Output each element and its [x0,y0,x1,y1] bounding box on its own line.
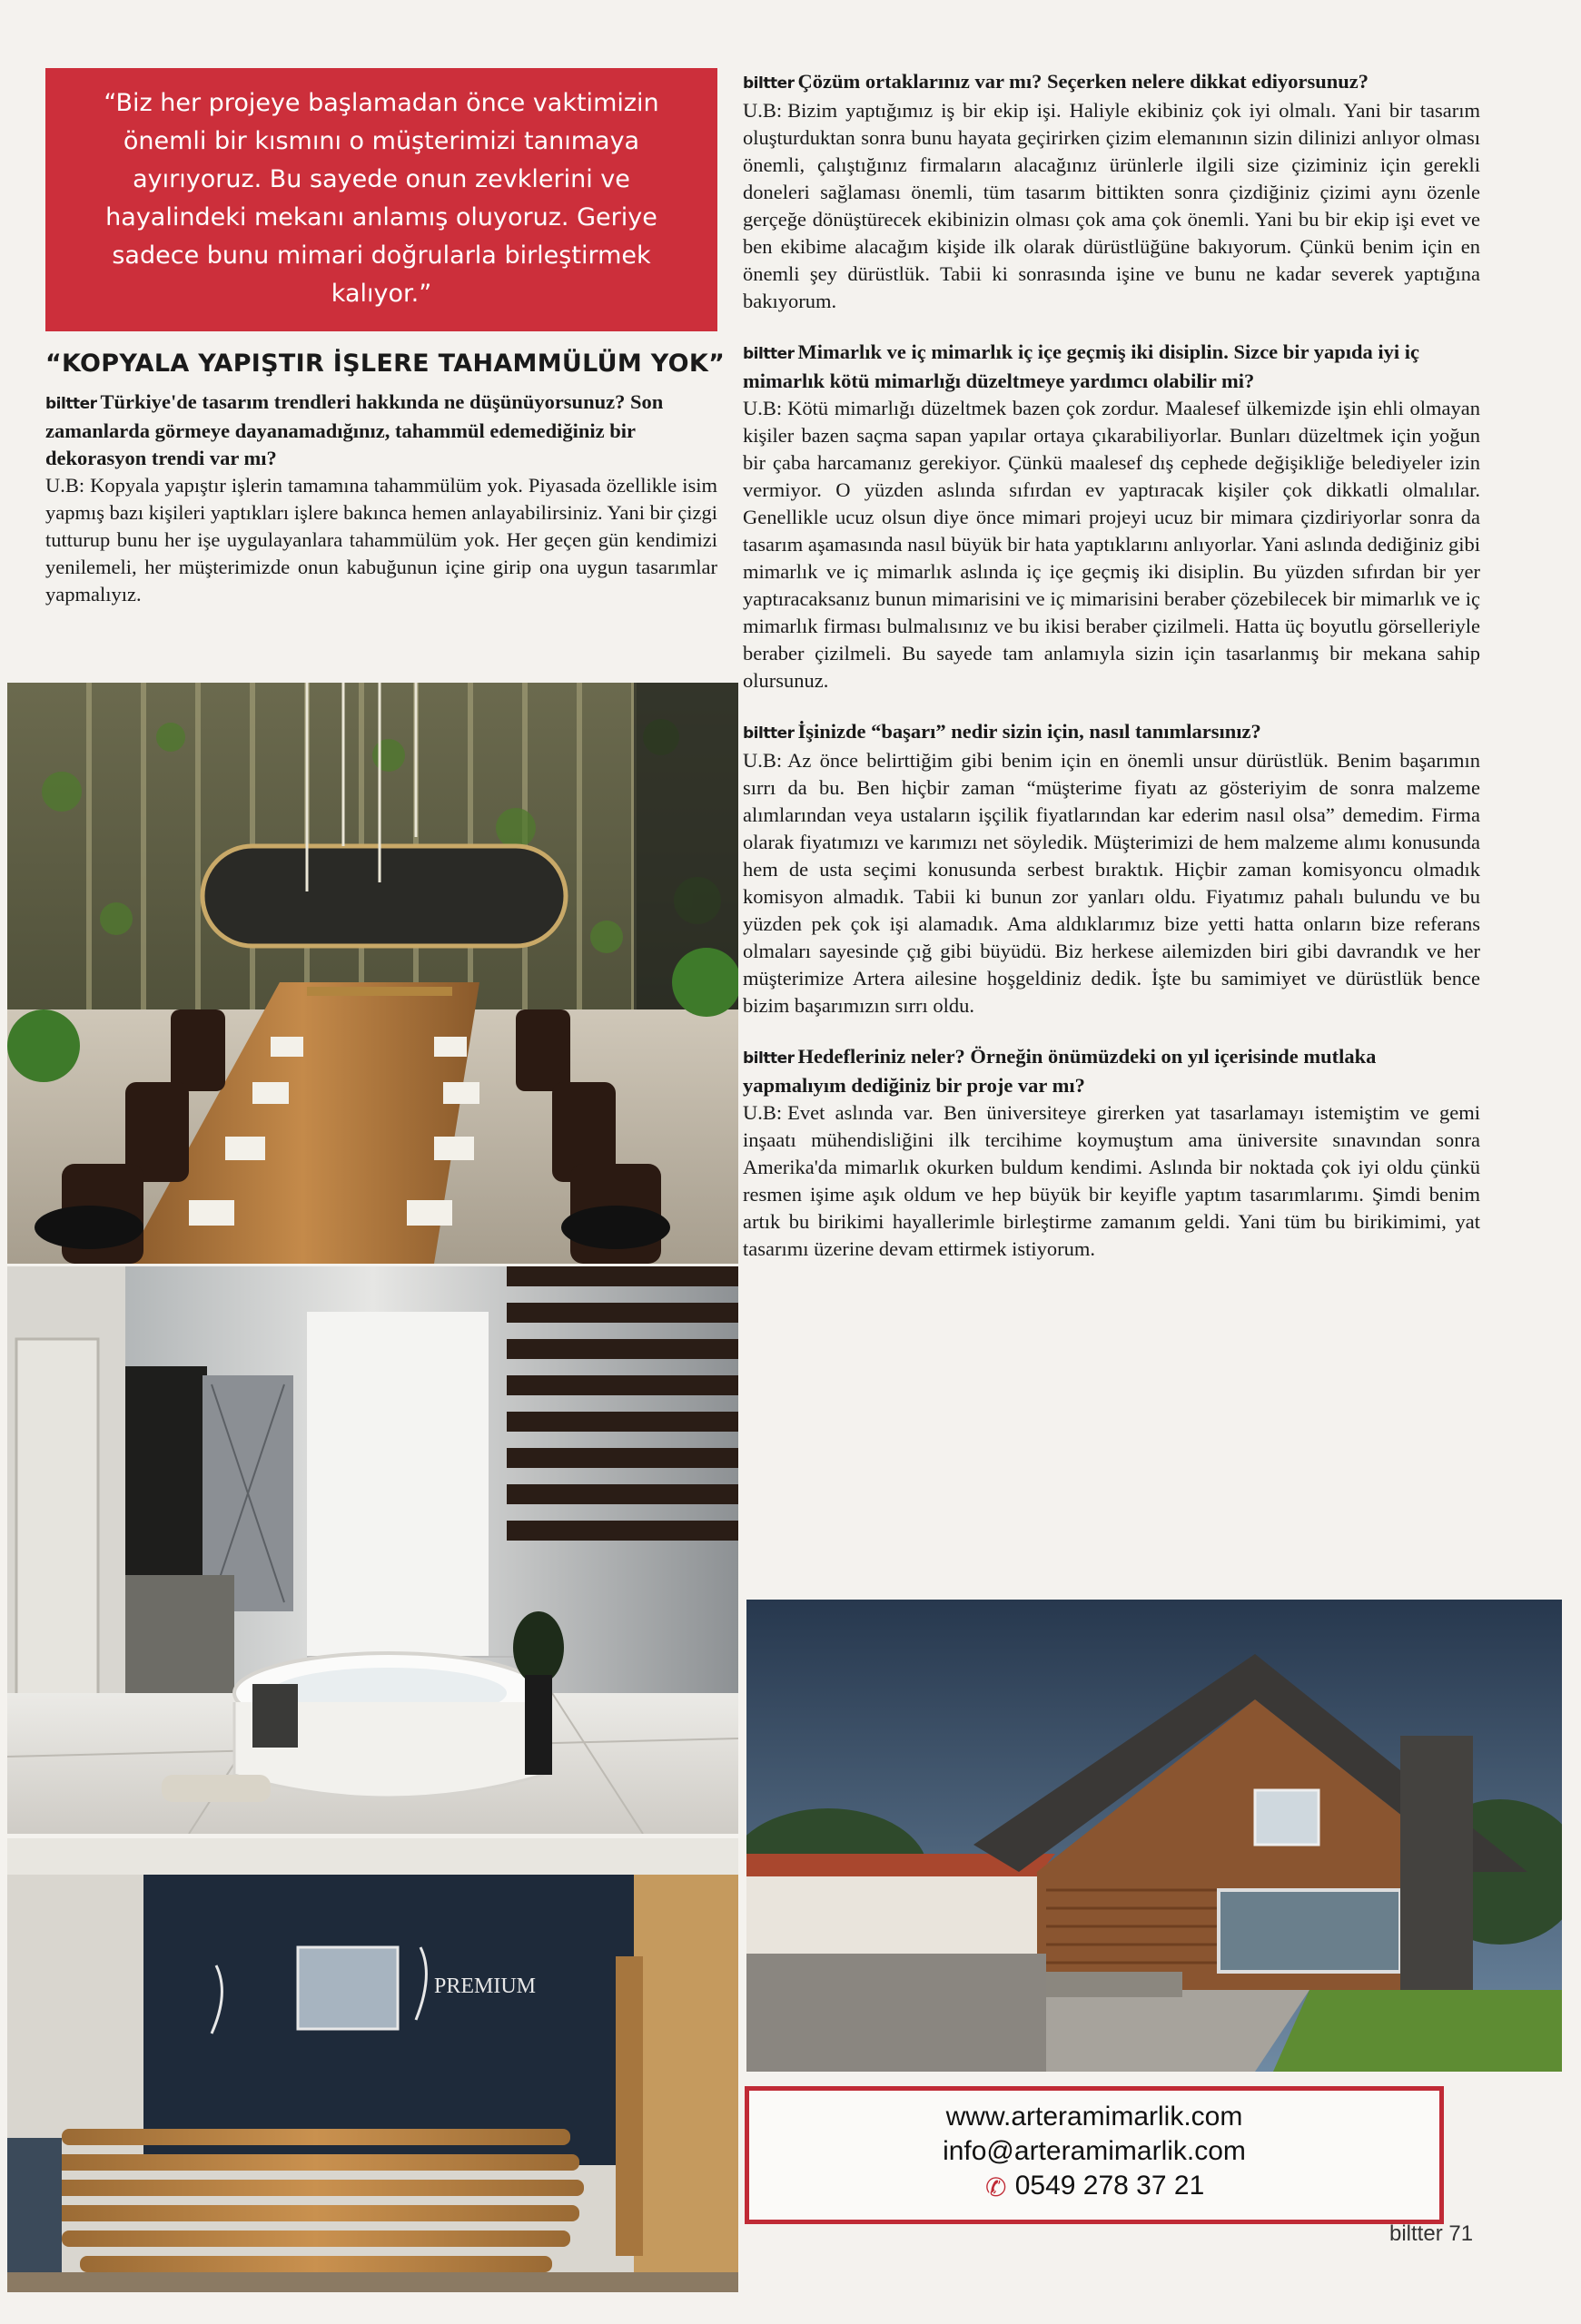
qa-block [743,68,1480,315]
question: biltter Mimarlık ve iç mimarlık iç içe geçmiş iki disiplin. Sizce bir yapıda iyi iç mimarlık kötü mimarlığı düzeltmeye yardımcı olabilir mi? [743,340,1420,392]
answer: U.B: Az önce belirttiğim gibi benim için en önemli unsur dürüstlük. Benim başarımın sırrı da bu. Ben hiçbir zaman “müşterime fiyatı az gösteriyim de sonra malzeme alımlarından veya ustaların işçilik fiyatlarından kar ederim nasıl olsa” demedim. Firma olarak fiyatımızı ve karımızı net söyledik. Müşterimizi de hem malzeme alımı konusunda hem de usta seçimi konusunda serbest bıraktık. Hiçbir zaman komisyoncu olmadık komisyon almadık. Tabii ki bunun zor yanları oldu. Fiyatımız pahalı bulundu ve bu yüzden pek çok işi alamadık. Ama aldıklarımız bize yetti hatta onların bize referans olmaları sayesinde çığ gibi büyüdü. Biz herkese ailemizden biri gibi davrandık ve her müşterimize Artera ailesine hoşgeldiniz dedik. İşte bu samimiyet ve dürüstlük bence bizim başarımızın sırrı oldu. [743,749,1480,1017]
qa-block [743,718,1480,1019]
page-number: 71 [1448,2221,1474,2246]
question: biltter İşinizde “başarı” nedir sizin için, nasıl tanımlarsınız? [743,720,1261,743]
svg-text:PREMIUM: PREMIUM [434,1974,537,1998]
answer: U.B: Kopyala yapıştır işlerin tamamına tahammülüm yok. Piyasada özellikle isim yapmış bazı kişileri yaptıkları işlere bakınca hemen anlayabilirsiniz. Yani bir çizgi tutturup bunu her işe uygulayanlara tahammülüm yok. Her geçen gün kendimizi yenilemeli, her müşterimizde onun kabuğunun içine girip ona uygun tasarımlar yapmalıyız. [45,474,717,606]
photo-clinic-reception [7,1838,738,2292]
qa-block [45,389,717,608]
contact-box [745,2086,1444,2224]
footer-magazine: biltter [1389,2221,1443,2246]
phone-icon: ✆ [984,2173,1007,2201]
question: biltter Çözüm ortaklarınız var mı? Seçerken nelere dikkat ediyorsunuz? [743,70,1369,93]
photo-dining-room [7,683,738,1264]
qa-block [743,339,1480,694]
website-link[interactable]: www.arteramimarlik.com [945,2102,1243,2132]
qa-block [743,1043,1480,1263]
phone-number[interactable]: ✆ 0549 278 37 21 [984,2171,1205,2201]
photo-house-exterior [746,1600,1562,2072]
question: biltter Türkiye'de tasarım trendleri hakkında ne düşünüyorsunuz? Son zamanlarda görmeye dayanamadığınız, tahammül edemediğiniz bir dekorasyon trendi var mı? [45,390,664,469]
section-title: “KOPYALA YAPIŞTIR İŞLERE TAHAMMÜLÜM YOK” [45,350,726,378]
left-column [45,68,726,632]
right-column [743,68,1480,1286]
photo-bathroom [7,1266,738,1834]
magazine-label: biltter [45,395,97,413]
question: biltter Hedefleriniz neler? Örneğin önümüzdeki on yıl içerisinde mutlaka yapmalıyım dediğiniz bir proje var mı? [743,1045,1377,1097]
answer: U.B: Bizim yaptığımız iş bir ekip işi. Haliyle ekibiniz çok iyi olmalı. Yani bir tasarım oluşturduktan sonra bunu hayata geçirirken çizim elemanının sizin dilinizi anlıyor olması önemli, çalıştığınız firmaların alacağınız ürünlerle ilgili size çiziminiz için gerekli doneleri sağlaması önemli, tüm tasarım bittikten sonra çizdiğiniz çizimi aynı özenle gerçeğe dönüştürecek ekibinizin olması çok ama çok önemli. Yani bu bir ekip işi evet ve ben ekibime alacağım kişide ilk olarak dürüstlüğüne bakıyorum. Çünkü benim için en önemli şey dürüstlük. Tabii ki sonrasında işine ve bunu ne kadar severek yaptığına bakıyorum. [743,99,1480,312]
answer: U.B: Kötü mimarlığı düzeltmek bazen çok zordur. Maalesef ülkemizde işin ehli olmayan kişiler bazen saçma sapan yapılar ortaya çıkarabiliyorlar. Bunları düzeltmek için yoğun bir çaba harcamanız gerekiyor. Çünkü maalesef dış cephede değişikliğe belediyeler izin vermiyor. O yüzden aslında sıfırdan ev yaptıracak kişiler çok dikkatli olmalılar. Genellikle ucuz olsun diye önce mimari projeyi ucuz bir mimara çizdiriyorlar sonra da tasarım aşamasında nasıl büyük bir hata yaptıklarını anlıyorlar. Yani aslında dediğiniz gibi mimarlık ve iç mimarlık aslında iç içe geçmiş iki disiplin. Bu yüzden sıfırdan bir yer yaptıracaksanız bunun mimarisini ve iç mimarisini beraber çözebilecek bir mimarlık ve iç mimarlık firması bulmalısınız ve bu ikisi beraber çizilmeli. Hatta üç boyutlu görselleriyle beraber çizilmeli. Bu sayede tam anlamıyla sizin için tasarlanmış bir mekana sahip olursunuz. [743,397,1480,692]
page-footer [1389,2221,1473,2247]
email-link[interactable]: info@arteramimarlik.com [943,2136,1246,2166]
answer: U.B: Evet aslında var. Ben üniversiteye girerken yat tasarlamayı istemiştim ve gemi inşaatı mühendisliğini ilk tercihime koymuştum ama üniversite sınavından sonra Amerika'da mimarlık okurken buldum kendimi. Aslında bir noktada çok iyi oldu çünkü resmen işime aşık oldum ve hep büyük bir keyifle yaptım tasarımlarımı. Şimdi benim artık bu birikimi hayallerimle birleştirme zamanım geldi. Yani tüm bu birikimimi, yat tasarımı üzerine devam ettirmek istiyorum. [743,1101,1480,1260]
pull-quote: “Biz her projeye başlamadan önce vaktimizin önemli bir kısmını o müşterimizi tanımaya ayırıyoruz. Bu sayede onun zevklerini ve hayalindeki mekanı anlamış oluyoruz. Geriye sadece bunu mimari doğrularla birleştirmek kalıyor.” [45,68,717,331]
